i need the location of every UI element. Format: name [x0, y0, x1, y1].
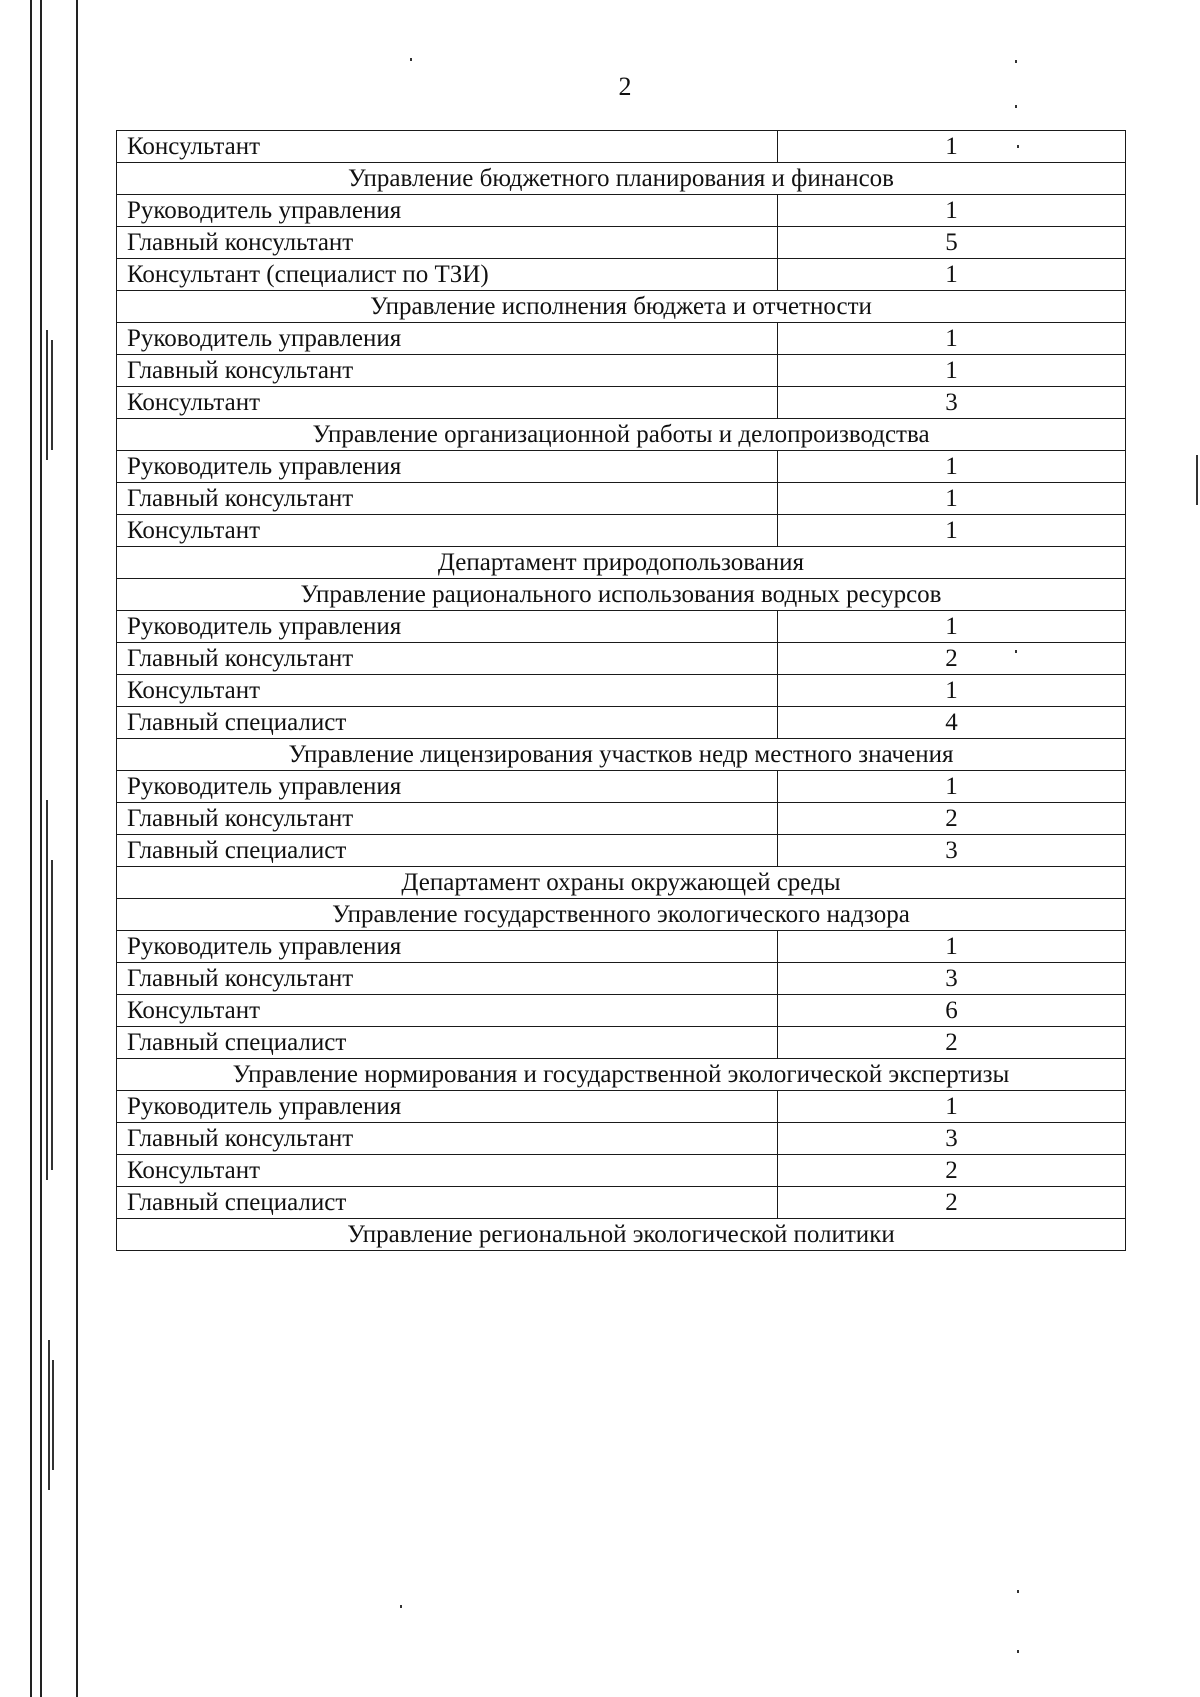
position-title: Руководитель управления — [117, 611, 778, 643]
scan-mark — [51, 860, 53, 1170]
scan-mark — [1196, 455, 1198, 505]
staff-table-body — [117, 131, 1126, 1251]
position-row — [117, 227, 1126, 259]
section-title: Управление нормирования и государственной экологической экспертизы — [117, 1059, 1126, 1091]
scan-edge-line — [30, 0, 32, 1697]
position-title: Главный консультант — [117, 1123, 778, 1155]
position-title: Консультант — [117, 675, 778, 707]
position-count: 1 — [778, 483, 1126, 515]
section-title: Управление бюджетного планирования и финансов — [117, 163, 1126, 195]
position-row — [117, 451, 1126, 483]
position-row — [117, 931, 1126, 963]
scan-mark — [52, 1360, 54, 1470]
section-header-row — [117, 579, 1126, 611]
section-header-row — [117, 739, 1126, 771]
section-header-row — [117, 291, 1126, 323]
position-title: Главный консультант — [117, 963, 778, 995]
position-count: 1 — [778, 195, 1126, 227]
position-count: 2 — [778, 1187, 1126, 1219]
position-row — [117, 1155, 1126, 1187]
position-row — [117, 1123, 1126, 1155]
position-title: Главный специалист — [117, 835, 778, 867]
position-title: Главный специалист — [117, 1027, 778, 1059]
position-row — [117, 675, 1126, 707]
scan-speck — [400, 1605, 402, 1608]
position-count: 1 — [778, 323, 1126, 355]
scan-mark — [48, 1340, 50, 1490]
position-title: Главный консультант — [117, 643, 778, 675]
position-count: 1 — [778, 1091, 1126, 1123]
position-count: 1 — [778, 451, 1126, 483]
position-row — [117, 611, 1126, 643]
position-count: 1 — [778, 771, 1126, 803]
position-row — [117, 131, 1126, 163]
position-count: 4 — [778, 707, 1126, 739]
position-title: Консультант — [117, 515, 778, 547]
section-title: Управление лицензирования участков недр местного значения — [117, 739, 1126, 771]
position-title: Руководитель управления — [117, 323, 778, 355]
position-count: 1 — [778, 931, 1126, 963]
section-header-row — [117, 1059, 1126, 1091]
position-row — [117, 515, 1126, 547]
section-title: Управление рационального использования водных ресурсов — [117, 579, 1126, 611]
position-row — [117, 803, 1126, 835]
position-title: Главный специалист — [117, 707, 778, 739]
page-number: 2 — [618, 72, 632, 101]
position-row — [117, 195, 1126, 227]
section-title: Управление региональной экологической политики — [117, 1219, 1126, 1251]
scan-speck — [1017, 1590, 1019, 1593]
position-title: Главный консультант — [117, 803, 778, 835]
section-header-row — [117, 1219, 1126, 1251]
position-title: Главный специалист — [117, 1187, 778, 1219]
section-title: Управление государственного экологического надзора — [117, 899, 1126, 931]
position-title: Руководитель управления — [117, 931, 778, 963]
position-title: Консультант — [117, 131, 778, 163]
position-count: 1 — [778, 259, 1126, 291]
position-title: Руководитель управления — [117, 195, 778, 227]
section-title: Департамент природопользования — [117, 547, 1126, 579]
position-count: 1 — [778, 611, 1126, 643]
position-row — [117, 707, 1126, 739]
position-count: 5 — [778, 227, 1126, 259]
scan-mark — [46, 800, 48, 1180]
position-row — [117, 1091, 1126, 1123]
scan-speck — [1017, 1650, 1019, 1653]
position-count: 1 — [778, 131, 1126, 163]
section-header-row — [117, 899, 1126, 931]
position-title: Руководитель управления — [117, 451, 778, 483]
section-title: Управление организационной работы и делопроизводства — [117, 419, 1126, 451]
staff-table — [116, 130, 1126, 1251]
position-row — [117, 355, 1126, 387]
position-count: 2 — [778, 1155, 1126, 1187]
position-count: 3 — [778, 387, 1126, 419]
scan-edge-line — [40, 0, 42, 1697]
position-title: Главный консультант — [117, 355, 778, 387]
position-count: 6 — [778, 995, 1126, 1027]
position-title: Консультант (специалист по ТЗИ) — [117, 259, 778, 291]
section-header-row — [117, 163, 1126, 195]
position-count: 1 — [778, 355, 1126, 387]
position-row — [117, 995, 1126, 1027]
position-title: Консультант — [117, 387, 778, 419]
position-row — [117, 483, 1126, 515]
position-count: 3 — [778, 963, 1126, 995]
section-title: Департамент охраны окружающей среды — [117, 867, 1126, 899]
position-row — [117, 387, 1126, 419]
position-title: Руководитель управления — [117, 1091, 778, 1123]
position-count: 2 — [778, 803, 1126, 835]
position-count: 2 — [778, 643, 1126, 675]
scan-speck — [1015, 60, 1017, 63]
position-row — [117, 963, 1126, 995]
position-title: Консультант — [117, 995, 778, 1027]
position-row — [117, 835, 1126, 867]
position-title: Консультант — [117, 1155, 778, 1187]
section-header-row — [117, 867, 1126, 899]
position-count: 1 — [778, 515, 1126, 547]
scan-mark — [51, 340, 53, 450]
position-count: 3 — [778, 835, 1126, 867]
scan-mark — [46, 330, 48, 460]
section-title: Управление исполнения бюджета и отчетности — [117, 291, 1126, 323]
position-title: Главный консультант — [117, 483, 778, 515]
scan-speck — [410, 58, 412, 61]
position-row — [117, 259, 1126, 291]
position-row — [117, 771, 1126, 803]
section-header-row — [117, 547, 1126, 579]
scan-speck — [1015, 105, 1017, 108]
position-count: 2 — [778, 1027, 1126, 1059]
position-row — [117, 643, 1126, 675]
position-row — [117, 1027, 1126, 1059]
scan-edge-line — [76, 0, 78, 1697]
position-title: Руководитель управления — [117, 771, 778, 803]
position-count: 3 — [778, 1123, 1126, 1155]
position-title: Главный консультант — [117, 227, 778, 259]
section-header-row — [117, 419, 1126, 451]
position-row — [117, 1187, 1126, 1219]
position-count: 1 — [778, 675, 1126, 707]
position-row — [117, 323, 1126, 355]
